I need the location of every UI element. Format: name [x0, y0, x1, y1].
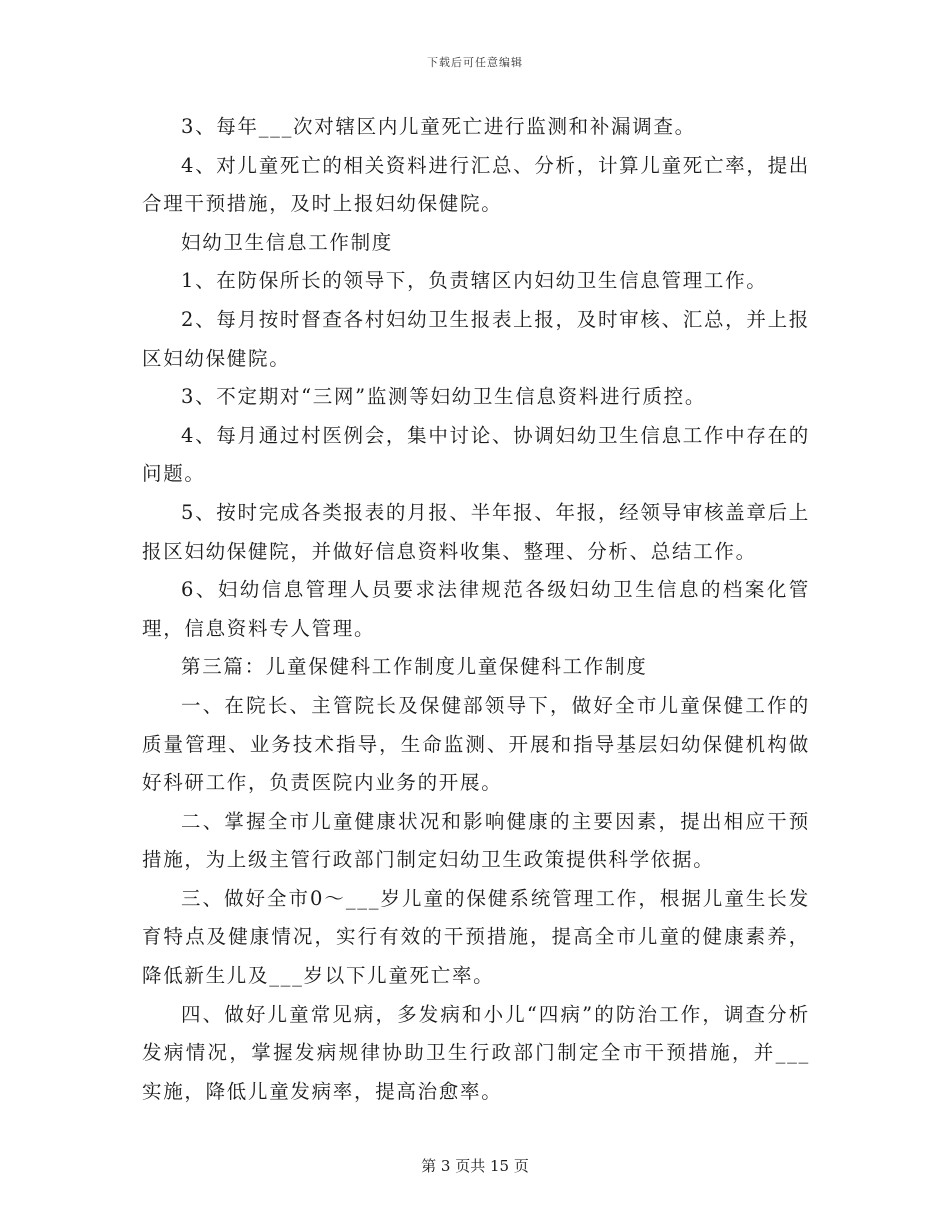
paragraph-info-item-1: 1、在防保所长的领导下，负责辖区内妇幼卫生信息管理工作。: [181, 269, 768, 293]
paragraph-info-item-6: 6、妇幼信息管理人员要求法律规范各级妇幼卫生信息的档案化管理，信息资料专人管理。: [142, 578, 810, 640]
paragraph-duty-4: 四、做好儿童常见病，多发病和小儿“四病”的防治工作，调查分析发病情况，掌握发病规律协助卫生行政部门制定全市干预措施，并___实施，降低儿童发病率，提高治愈率。: [142, 1002, 810, 1103]
paragraph-info-item-2: 2、每月按时督查各村妇幼卫生报表上报，及时审核、汇总，并上报区妇幼保健院。: [142, 307, 810, 370]
paragraph-info-item-4: 4、每月通过村医例会，集中讨论、协调妇幼卫生信息工作中存在的问题。: [142, 423, 810, 486]
section-heading-part-three: 第三篇：儿童保健科工作制度儿童保健科工作制度: [181, 655, 648, 679]
document-body: [142, 108, 810, 1111]
page-indicator: 第 3 页共 15 页: [421, 1157, 529, 1175]
paragraph-child-death-survey: 3、每年___次对辖区内儿童死亡进行监测和补漏调查。: [181, 115, 696, 138]
paragraph-duty-2: 二、掌握全市儿童健康状况和影响健康的主要因素，提出相应干预措施，为上级主管行政部门制定妇幼卫生政策提供科学依据。: [142, 809, 810, 872]
paragraph-info-item-3: 3、不定期对“三网”监测等妇幼卫生信息资料进行质控。: [181, 385, 707, 409]
paragraph-duty-3: 三、做好全市0～___岁儿童的保健系统管理工作，根据儿童生长发育特点及健康情况，实行有效的干预措施，提高全市儿童的健康素养，降低新生儿及___岁以下儿童死亡率。: [142, 886, 810, 988]
paragraph-duty-1: 一、在院长、主管院长及保健部领导下，做好全市儿童保健工作的质量管理、业务技术指导，生命监测、开展和指导基层妇幼保健机构做好科研工作，负责医院内业务的开展。: [142, 693, 810, 795]
section-heading-info-system: 妇幼卫生信息工作制度: [181, 230, 394, 254]
header-note: 下载后可任意编辑: [427, 56, 523, 69]
paragraph-info-item-5: 5、按时完成各类报表的月报、半年报、年报，经领导审核盖章后上报区妇幼保健院，并做好信息资料收集、整理、分析、总结工作。: [142, 500, 810, 563]
paragraph-child-death-analysis: 4、对儿童死亡的相关资料进行汇总、分析，计算儿童死亡率，提出合理干预措施，及时上报妇幼保健院。: [142, 153, 810, 216]
